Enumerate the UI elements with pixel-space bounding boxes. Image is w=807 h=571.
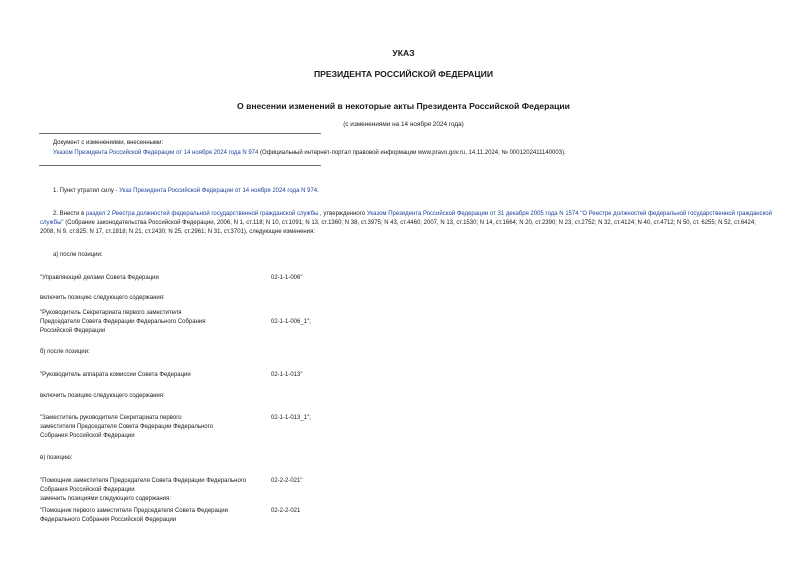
amending-decree-link[interactable]: Указом Президента Российской Федерации от 14 ноября 2024 года N 974 <box>53 150 259 156</box>
section-c-label: в) позицию: <box>40 455 73 461</box>
section-b-new-code: 02-1-1-013_1"; <box>271 415 311 421</box>
replace-label: заменить позициями следующего содержания: <box>40 496 171 502</box>
section-c-new-position: "Помощник первого заместителя Председателя Совета Федерации Федерального Собрания Российской Федерации <box>40 508 228 523</box>
section-a-code: 02-1-1-006" <box>271 275 303 281</box>
paragraph-2 <box>40 210 772 236</box>
section-c-new-code: 02-2-2-021 <box>271 508 301 514</box>
section-b-new-position: "Заместитель руководителя Секретариата первого заместителя Председателя Совета Федерации Федерального Собрания Российской Федерации <box>40 415 214 439</box>
divider-top <box>39 133 321 134</box>
section-a-position: "Управляющий делами Совета Федерации <box>40 275 159 281</box>
p1-suffix: . <box>317 188 319 194</box>
section-b-position: "Руководитель аппарата комиссии Совета Федерации <box>40 372 191 378</box>
section-a-new-code: 02-1-1-006_1"; <box>271 319 311 325</box>
section-a-new-position: "Руководитель Секретариата первого заместителя Председателя Совета Федерации Федерального Собрания Российской Федерации <box>40 310 206 334</box>
issuer-title: ПРЕЗИДЕНТА РОССИЙСКОЙ ФЕДЕРАЦИИ <box>313 69 494 79</box>
changes-source <box>53 149 783 158</box>
p2-mid: , утвержденного <box>318 211 367 217</box>
decree-1574-link[interactable]: Указом Президента Российской Федерации от 31 декабря 2005 года N 1574 "О Реестре должностей федеральной государственной гражданской службы" <box>40 211 772 226</box>
decree-subject: О внесении изменений в некоторые акты Президента Российской Федерации <box>237 101 570 111</box>
section-c-code: 02-2-2-021" <box>271 478 303 484</box>
section-b-label: б) после позиции: <box>40 349 90 355</box>
p1-prefix: 1. Пункт утратил силу - <box>53 188 120 194</box>
section-a-label: а) после позиции: <box>53 252 103 258</box>
changes-source-tail: (Официальный интернет-портал правовой информации www.pravo.gov.ru, 14.11.2024, № 0001202411140003). <box>258 150 566 156</box>
p2-tail: (Собрание законодательства Российской Федерации, 2006, N 1, ст.118; N 10, ст.1091; N 13, ст.1360; N 38, ст.3975; N 43, ст.4460; 2007, N 13, ст.1530; N 14, ст.1664; N 20, ст.2390; N 23, ст.2752; N 32, ст.4124; N 40, ст.4712; N 50, ст. 6255; N 52, ст.6424; 2008, N 9, ст.825; N 17, ст.1818; N 21, ст.2430; N 25, ст.2961; N 31, ст.3701), следующие изменения: <box>40 219 756 235</box>
changes-intro: Документ с изменениями, внесенными: <box>53 140 164 146</box>
section-c-position: "Помощник заместителя Председателя Совета Федерации Федерального Собрания Российской Федерации <box>40 478 247 493</box>
p1-link[interactable]: Указ Президента Российской Федерации от 14 ноября 2024 года N 974 <box>119 188 318 194</box>
include-label-1: включить позицию следующего содержания: <box>40 295 165 301</box>
section-b-code: 02-1-1-013" <box>271 372 303 378</box>
paragraph-1 <box>53 187 319 196</box>
decree-title: УКАЗ <box>392 48 415 58</box>
p2-prefix: 2. Внести в <box>53 211 86 217</box>
amended-note: (с изменениями на 14 ноября 2024 года) <box>343 121 464 128</box>
registry-section-link[interactable]: раздел 2 Реестра должностей федеральной государственной гражданской службы <box>85 211 319 217</box>
divider-bottom <box>39 165 321 166</box>
include-label-2: включить позицию следующего содержания: <box>40 393 165 399</box>
